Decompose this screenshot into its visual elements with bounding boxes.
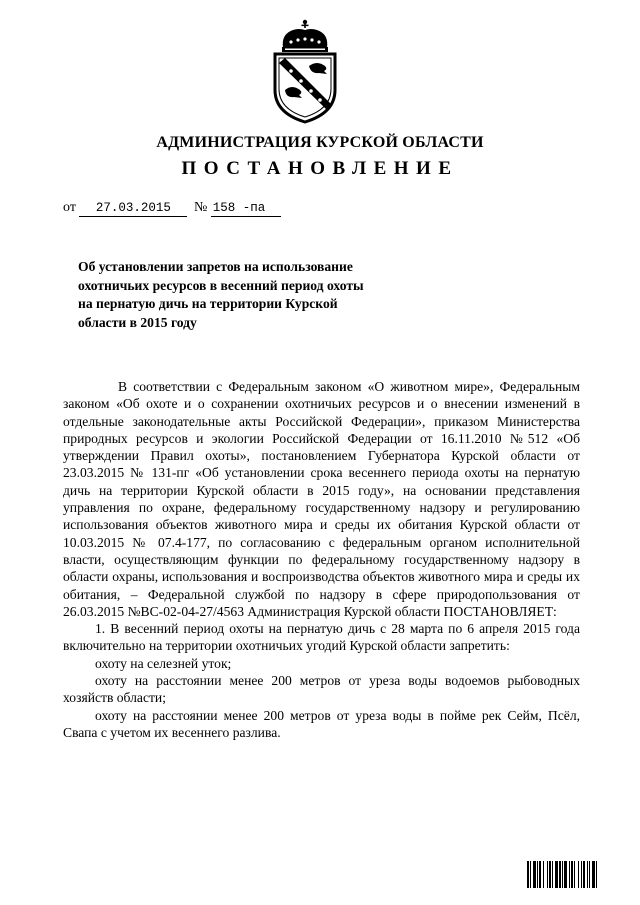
organization-title: АДМИНИСТРАЦИЯ КУРСКОЙ ОБЛАСТИ bbox=[156, 134, 484, 151]
ban-item: охоту на расстоянии менее 200 метров от уреза воды водоемов рыбоводных хозяйств области; bbox=[63, 673, 580, 706]
preamble-paragraph: В соответствии с Федеральным законом «О животном мире», Федеральным законом «Об охоте и о сохранении охотничьих ресурсов и о внесении изменений в отдельные законодательные акты Российской Федерации», приказом Министерства природных ресурсов и экологии Российской Федерации от 16.11.2010 №512 «Об утверждении Правил охоты», постановлением Губернатора Курской области от 23.03.2015 № 131-пг «Об установлении срока весеннего периода охоты на пернатую дичь на территории Курской области в 2015 году», на основании представления управления по охране, федеральному государственному надзору и регулированию использования объектов животного мира и среды их обитания Курской области от 10.03.2015 № 07.4-177, по согласованию с федеральным органом исполнительной власти, осуществляющим функции по федеральному государственному надзору в области охраны, использования и воспроизводства объектов животного мира и среды их обитания, – Федеральной службой по надзору в сфере природопользования от 26.03.2015 №ВС-02-04-27/4563 Администрация Курской области ПОСТАНОВЛЯЕТ: bbox=[63, 379, 580, 619]
document-type: ПОСТАНОВЛЕНИЕ bbox=[181, 158, 459, 179]
coat-of-arms-icon bbox=[265, 18, 345, 124]
document-number: 158 -па bbox=[211, 201, 281, 217]
barcode-icon bbox=[527, 861, 615, 888]
document-subject: Об установлении запретов на использование охотничьих ресурсов в весенний период охоты на пернатую дичь на территории Курской области в 2015 году bbox=[78, 259, 364, 330]
ban-item: охоту на расстоянии менее 200 метров от уреза воды в пойме рек Сейм, Псёл, Свапа с учетом их весеннего разлива. bbox=[63, 707, 580, 740]
number-prefix: № bbox=[193, 200, 208, 215]
document-body bbox=[63, 378, 580, 741]
date-number-line bbox=[63, 200, 281, 217]
document-date: 27.03.2015 bbox=[79, 201, 187, 217]
ban-item: охоту на селезней уток; bbox=[95, 655, 232, 671]
date-prefix: от bbox=[63, 200, 76, 215]
item-1-paragraph: 1. В весенний период охоты на пернатую дичь с 28 марта по 6 апреля 2015 года включительно на территории охотничьих угодий Курской области запретить: bbox=[63, 621, 580, 654]
